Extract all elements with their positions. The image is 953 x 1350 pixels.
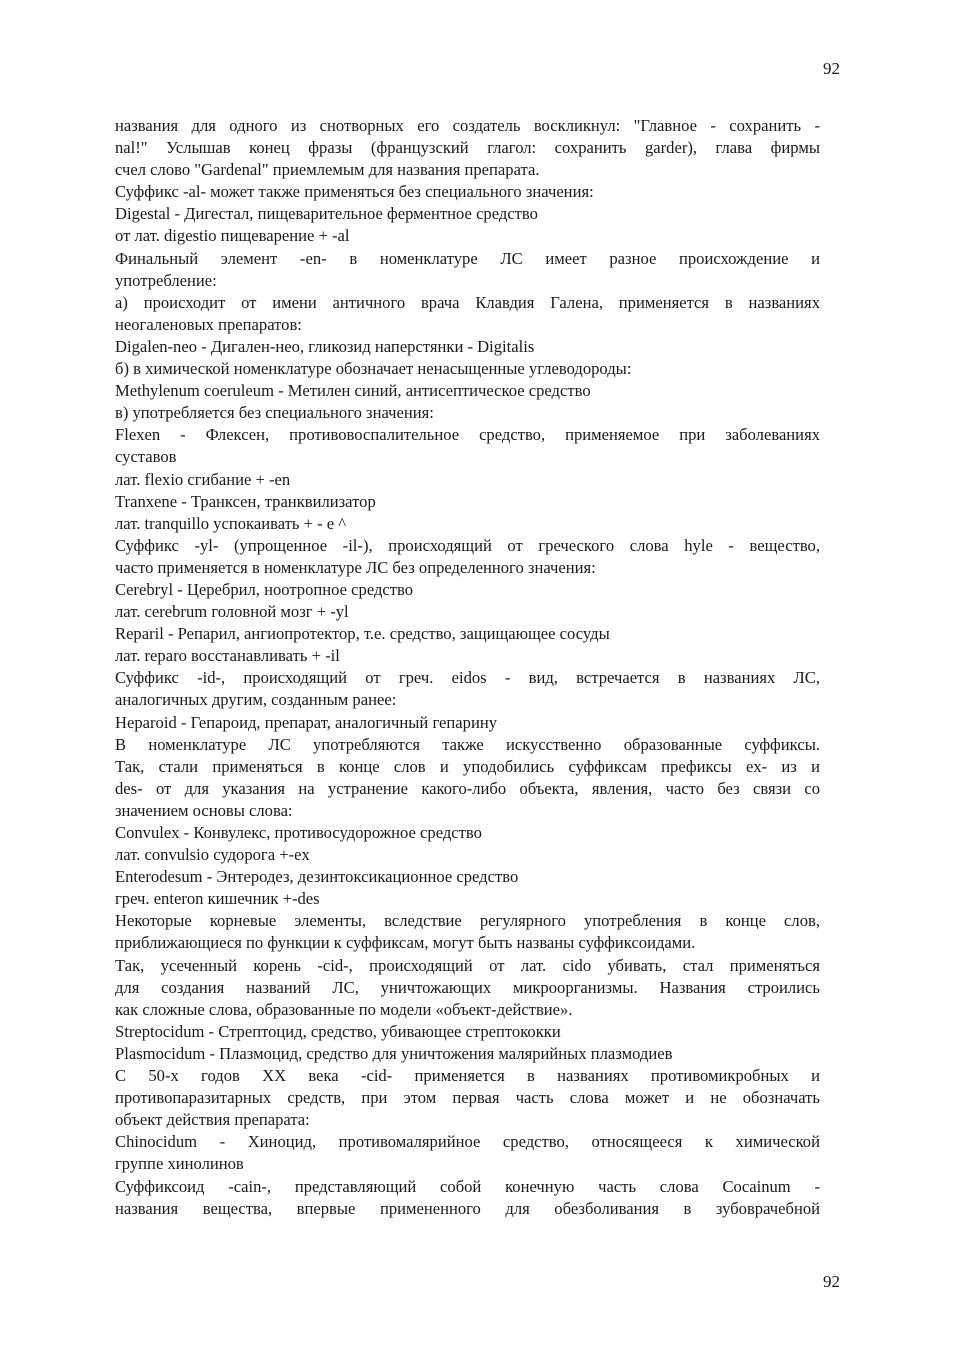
text-line: объект действия препарата: [115,1110,310,1130]
text-line: суставов [115,447,177,467]
text-line: Digalen-neo - Дигален-нео, гликозид наперстянки - Digitalis [115,336,535,356]
body-text [115,115,820,1220]
text-line: Суффикс -al- может также применяться без специального значения: [115,182,594,202]
text-line: Heparoid - Гепароид, препарат, аналогичный гепарину [115,712,498,732]
text-line: Enterodesum - Энтеродез, дезинтоксикационное средство [115,867,519,887]
text-line: неогаленовых препаратов: [115,314,302,334]
text-line: nal!" Услышав конец фразы (французский глагол: сохранить garder), глава фирмы [115,138,820,158]
text-line: группе хинолинов [115,1154,244,1174]
text-line: как сложные слова, образованные по модели «объект-действие». [115,999,573,1019]
text-line: Reparil - Репарил, ангиопротектор, т.е. средство, защищающее сосуды [115,624,610,644]
page-number-bottom: 92 [823,1272,840,1291]
text-line: Суффиксоид -cain-, представляющий собой конечную часть слова Cocainum - [115,1176,820,1196]
text-line: Digestal - Дигестал, пищеварительное ферментное средство [115,204,538,224]
text-line: б) в химической номенклатуре обозначает ненасыщенные углеводороды: [115,359,632,379]
text-line: Convulex - Конвулекс, противосудорожное средство [115,823,482,842]
text-line: противопаразитарных средств, при этом первая часть слова может и не обозначать [115,1088,820,1108]
text-line: лат. convulsio судорога +-ex [115,845,310,865]
text-line: счел слово "Gardenal" приемлемым для названия препарата. [115,160,540,180]
text-line: названия вещества, впервые примененного для обезболивания в зубоврачебной [115,1198,820,1218]
text-line: для создания названий ЛС, уничтожающих микроорганизмы. Названия строились [115,977,820,997]
text-line: от лат. digestio пищеварение + -al [115,226,350,246]
text-line: Flexen - Флексен, противовоспалительное средство, применяемое при заболеваниях [115,425,820,445]
text-line: лат. tranquillo успокаивать + - e ^ [115,513,347,533]
text-line: Так, стали применяться в конце слов и уподобились суффиксам префиксы ex- из и [115,756,820,776]
text-line: значением основы слова: [115,800,293,820]
text-line: В номенклатуре ЛС употребляются также искусственно образованные суффиксы. [115,734,820,754]
text-line: а) происходит от имени античного врача Клавдия Галена, применяется в названиях [115,292,820,312]
page-number-top: 92 [823,59,840,78]
text-line: названия для одного из снотворных его создатель воскликнул: "Главное - сохранить - [115,116,820,135]
text-line: Суффикс -id-, происходящий от греч. eidos - вид, встречается в названиях ЛС, [115,668,820,688]
text-line: лат. cerebrum головной мозг + -yl [115,602,349,622]
text-line: лат. reparo восстанавливать + -il [115,646,340,666]
text-line: употребление: [115,270,217,290]
text-line: des- от для указания на устранение какого-либо объекта, явления, часто без связи со [115,778,820,798]
text-line: Methylenum coeruleum - Метилен синий, антисептическое средство [115,381,591,401]
text-line: Некоторые корневые элементы, вследствие регулярного употребления в конце слов, [115,911,820,931]
text-line: Streptocidum - Стрептоцид, средство, убивающее стрептококки [115,1021,561,1041]
text-line: Tranxene - Транксен, транквилизатор [115,491,376,511]
text-line: Финальный элемент -en- в номенклатуре ЛС имеет разное происхождение и [115,248,820,268]
text-line: Cerebryl - Церебрил, ноотропное средство [115,579,414,599]
text-line: часто применяется в номенклатуре ЛС без определенного значения: [115,557,596,577]
text-line: греч. enteron кишечник +-des [115,889,320,909]
text-line: Так, усеченный корень -cid-, происходящий от лат. cido убивать, стал применяться [115,955,820,975]
text-line: лат. flexio сгибание + -en [115,469,291,489]
text-line: Chinocidum - Хиноцид, противомалярийное средство, относящееся к химической [115,1132,820,1152]
text-line: Суффикс -yl- (упрощенное -il-), происходящий от греческого слова hyle - вещество, [115,535,820,555]
text-line: аналогичных другим, созданным ранее: [115,690,397,710]
text-line: Plasmocidum - Плазмоцид, средство для уничтожения малярийных плазмодиев [115,1043,673,1063]
text-line: приближающиеся по функции к суффиксам, могут быть названы суффиксоидами. [115,933,696,953]
text-line: С 50-х годов XX века -cid- применяется в названиях противомикробных и [115,1066,820,1086]
text-line: в) употребляется без специального значения: [115,403,434,423]
